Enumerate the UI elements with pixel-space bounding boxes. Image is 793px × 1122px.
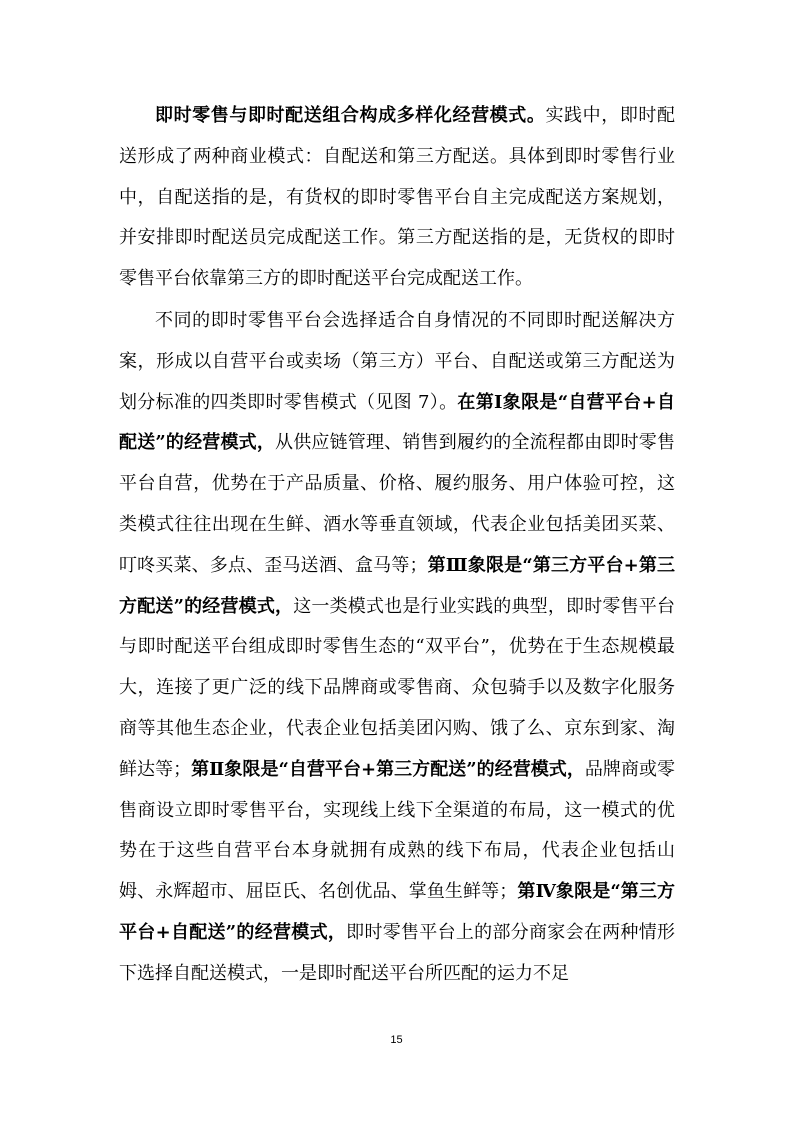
- body-text: [119, 96, 675, 995]
- paragraph-1-lead-heading: 即时零售与即时配送组合构成多样化经营模式。: [155, 105, 546, 126]
- quadrant-3-text: 这一类模式也是行业实践的典型，即时零售平台与即时配送平台组成即时零售生态的“双平台”，优势在于生态规模最大，连接了更广泛的线下品牌商或零售商、众包骑手以及数字化服务商等其他生态企业，代表企业包括美团闪购、饿了么、京东到家、淘鲜达等；: [119, 595, 675, 780]
- quadrant-2-heading: 第Ⅱ象限是“自营平台+第三方配送”的经营模式，: [191, 758, 585, 780]
- page-number: 15: [390, 1034, 403, 1046]
- paragraph-2: [119, 301, 675, 995]
- paragraph-2-intro: 不同的即时零售平台会选择适合自身情况的不同即时配送解决方案，形成以自营平台或卖场（第三方）平台、自配送或第三方配送为划分标准的四类即时零售模式（见图 7）。: [119, 309, 675, 413]
- quadrant-4-heading: 第Ⅳ象限是“第三方平台+自配送”的经营模式，: [119, 881, 676, 943]
- quadrant-2-text: 品牌商或零售商设立即时零售平台，实现线上线下全渠道的布局，这一模式的优势在于这些自营平台本身就拥有成熟的线下布局，代表企业包括山姆、永辉超市、屈臣氏、名创优品、掌鱼生鲜等；: [119, 758, 676, 903]
- quadrant-3-heading: 第Ⅲ象限是“第三方平台+第三方配送”的经营模式，: [119, 554, 676, 617]
- paragraph-1: [119, 96, 675, 300]
- paragraph-1-text: 实践中，即时配送形成了两种商业模式：自配送和第三方配送。具体到即时零售行业中，自配送指的是，有货权的即时零售平台自主完成配送方案规划，并安排即时配送员完成配送工作。第三方配送指的是，无货权的即时零售平台依靠第三方的即时配送平台完成配送工作。: [119, 105, 676, 290]
- quadrant-1-text: 从供应链管理、销售到履约的全流程都由即时零售平台自营，优势在于产品质量、价格、履约服务、用户体验可控，这类模式往往出现在生鲜、酒水等垂直领域，代表企业包括美团买菜、叮咚买菜、多点、歪马送酒、盒马等；: [119, 432, 675, 576]
- quadrant-1-heading: 在第Ⅰ象限是“自营平台+自配送”的经营模式，: [119, 391, 675, 454]
- quadrant-4-text: 即时零售平台上的部分商家会在两种情形下选择自配送模式，一是即时配送平台所匹配的运力不足: [119, 921, 676, 984]
